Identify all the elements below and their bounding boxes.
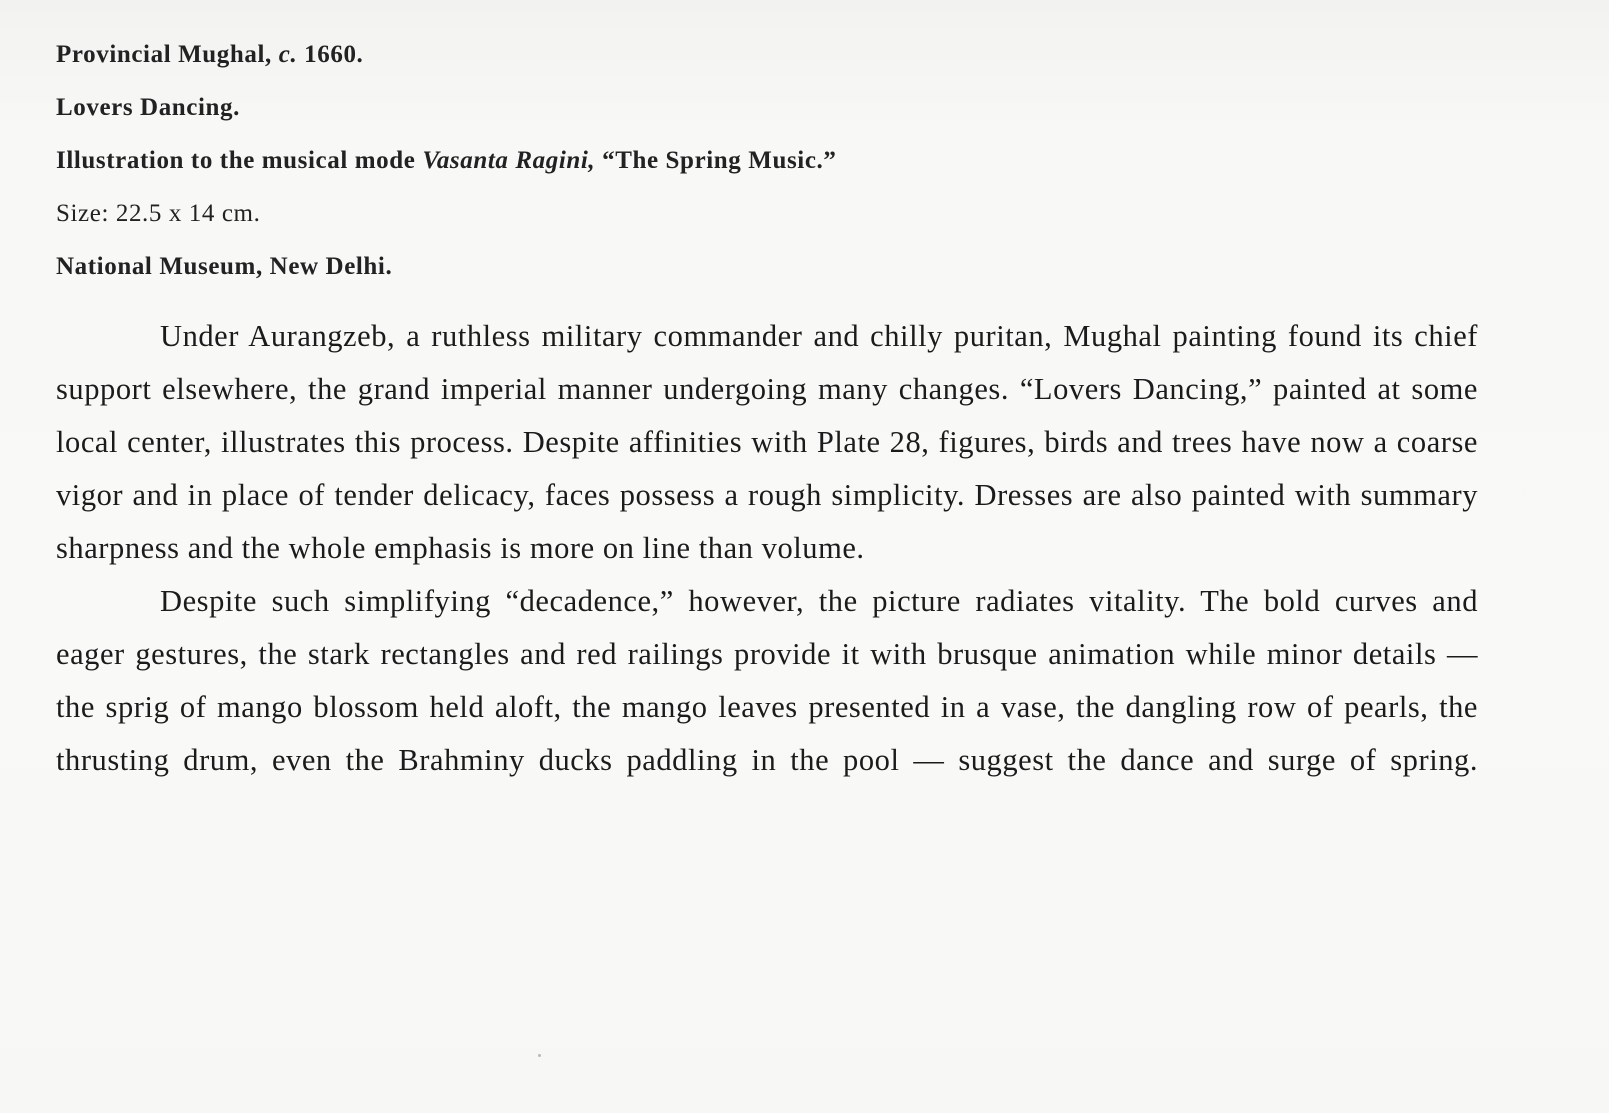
commentary-paragraph-2 <box>56 575 1478 787</box>
commentary <box>56 310 1478 787</box>
caption-description-a: Illustration to the musical mode <box>56 147 423 174</box>
caption-description-c: “The Spring Music.” <box>595 147 837 174</box>
commentary-paragraph-1 <box>56 310 1478 575</box>
caption-year: 1660. <box>297 41 364 68</box>
caption-mode-name: Vasanta Ragini, <box>422 147 596 174</box>
paper-speck <box>538 1054 541 1057</box>
caption-title <box>56 95 1156 121</box>
paragraph-2-text: Despite such simplifying “decadence,” however, the picture radiates vitality. The bold curves and eager gestures, the stark rectangles and red railings provide it with brusque animation while minor details — the sprig of mango blossom held aloft, the mango leaves presented in a vase, the dangling row of pearls, the thrusting drum, even the Brahminy ducks paddling in the pool — suggest the dance and surge of spring. <box>56 584 1478 777</box>
caption-circa: c. <box>278 41 298 68</box>
caption-title-text: Lovers Dancing. <box>56 94 240 121</box>
plate-caption <box>56 42 1156 307</box>
caption-size <box>56 201 1156 227</box>
caption-school-date <box>56 42 1156 68</box>
caption-location <box>56 254 1156 280</box>
caption-school: Provincial Mughal, <box>56 41 279 68</box>
caption-description <box>56 148 1156 174</box>
caption-location-text: National Museum, New Delhi. <box>56 253 393 280</box>
paragraph-1-text: Under Aurangzeb, a ruthless military commander and chilly puritan, Mughal painting found its chief support elsewhere, the grand imperial manner undergoing many changes. “Lovers Dancing,” painted at some local center, illustrates this process. Despite affinities with Plate 28, figures, birds and trees have now a coarse vigor and in place of tender delicacy, faces possess a rough simplicity. Dresses are also painted with summary sharpness and the whole emphasis is more on line than volume. <box>56 319 1478 565</box>
caption-size-text: Size: 22.5 x 14 cm. <box>56 200 261 227</box>
